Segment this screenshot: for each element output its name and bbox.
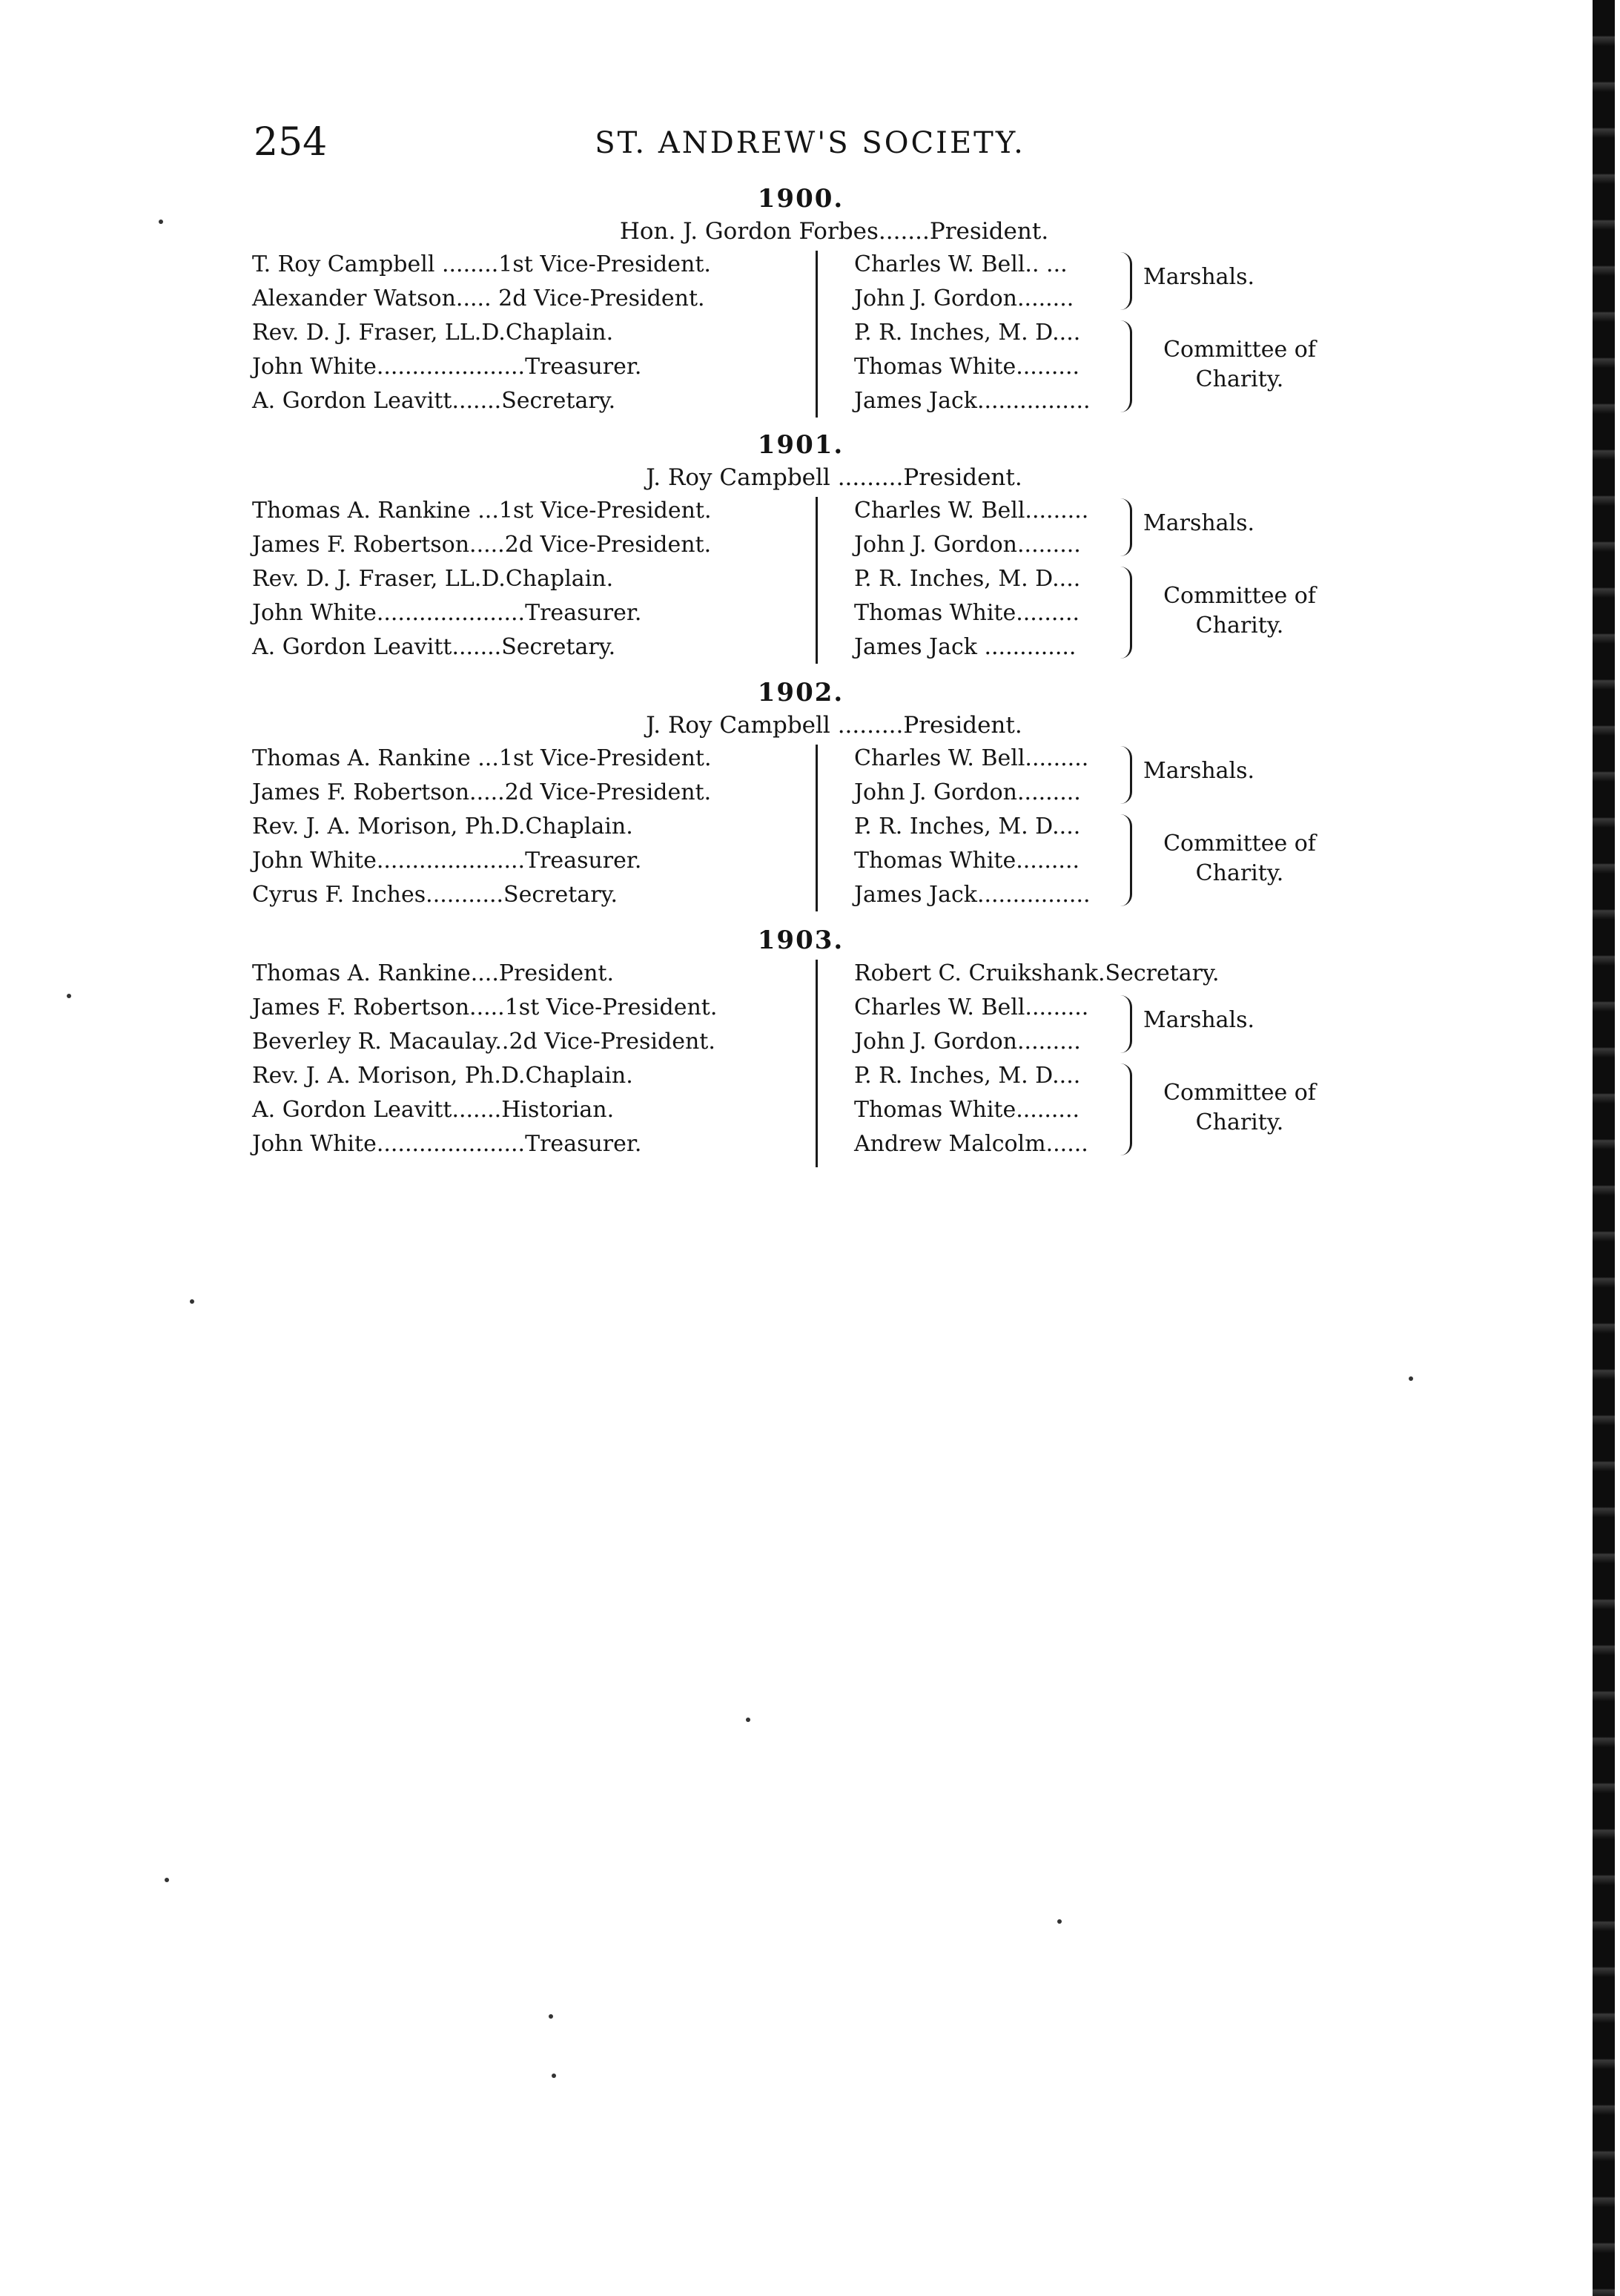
- officer-line: John White.....................Treasurer.: [252, 354, 642, 380]
- brace: [1120, 1063, 1132, 1155]
- left-column: [252, 494, 830, 664]
- committee-label-line: Committee of: [1163, 583, 1316, 609]
- left-column: [252, 742, 830, 912]
- committee-name: P. R. Inches, M. D....: [854, 814, 1081, 839]
- officer-line: Thomas A. Rankine ...1st Vice-President.: [252, 745, 712, 771]
- marshals-label: Marshals.: [1143, 264, 1255, 290]
- brace: [1120, 498, 1132, 556]
- page-number: 254: [254, 120, 328, 165]
- committee-name: Thomas White.........: [854, 1097, 1080, 1123]
- committee-name: P. R. Inches, M. D....: [854, 1063, 1081, 1089]
- brace: [1120, 814, 1132, 906]
- committee-name: James Jack .............: [854, 634, 1077, 660]
- committee-label-line: Committee of: [1163, 337, 1316, 363]
- column-divider: [816, 745, 818, 911]
- column-divider: [816, 497, 818, 664]
- committee-name: James Jack................: [854, 388, 1091, 414]
- right-column: [854, 957, 1316, 1161]
- marshals-label: Marshals.: [1143, 1007, 1255, 1033]
- scan-speck: [549, 2014, 553, 2019]
- brace: [1120, 746, 1132, 804]
- year-block: [252, 182, 1349, 422]
- president-line: J. Roy Campbell .........President.: [646, 464, 1022, 491]
- marshal-name: John J. Gordon........: [854, 286, 1074, 311]
- committee-name: Thomas White.........: [854, 354, 1080, 380]
- committee-label-line: Charity.: [1195, 860, 1284, 886]
- brace: [1120, 320, 1132, 412]
- right-column: [854, 494, 1316, 664]
- officer-line: James F. Robertson.....1st Vice-President.: [252, 994, 718, 1020]
- year-heading: 1902.: [757, 678, 844, 707]
- committee-label: [1143, 581, 1336, 641]
- officer-line: Rev. J. A. Morison, Ph.D.Chaplain.: [252, 1063, 633, 1089]
- brace: [1120, 567, 1132, 659]
- officer-line: Robert C. Cruikshank.Secretary.: [854, 960, 1220, 986]
- officer-line: Thomas A. Rankine ...1st Vice-President.: [252, 498, 712, 524]
- committee-group: [854, 562, 1316, 664]
- committee-label-line: Committee of: [1163, 831, 1316, 857]
- committee-name: P. R. Inches, M. D....: [854, 566, 1081, 592]
- left-column: [252, 957, 830, 1161]
- marshal-name: Charles W. Bell.........: [854, 994, 1089, 1020]
- scan-speck: [1057, 1919, 1062, 1924]
- marshals-group: [854, 742, 1255, 810]
- officer-line: A. Gordon Leavitt.......Secretary.: [252, 634, 616, 660]
- brace: [1120, 995, 1132, 1053]
- officer-line: James F. Robertson.....2d Vice-President.: [252, 779, 712, 805]
- marshal-name: John J. Gordon.........: [854, 532, 1081, 558]
- scan-speck: [552, 2074, 556, 2078]
- officer-line: A. Gordon Leavitt.......Historian.: [252, 1097, 615, 1123]
- officer-line: A. Gordon Leavitt.......Secretary.: [252, 388, 616, 414]
- year-block: [252, 924, 1349, 1172]
- scan-speck: [67, 994, 71, 998]
- right-column: [854, 248, 1316, 418]
- marshals-label: Marshals.: [1143, 758, 1255, 784]
- committee-name: P. R. Inches, M. D....: [854, 320, 1081, 346]
- left-column: [252, 248, 830, 418]
- marshal-name: John J. Gordon.........: [854, 779, 1081, 805]
- officer-line: John White.....................Treasurer.: [252, 600, 642, 626]
- committee-label: [1143, 1078, 1336, 1138]
- committee-group: [854, 1059, 1316, 1161]
- year-block: [252, 429, 1349, 668]
- officer-columns: [252, 742, 1349, 916]
- marshal-name: John J. Gordon.........: [854, 1029, 1081, 1055]
- officer-line: James F. Robertson.....2d Vice-President.: [252, 532, 712, 558]
- officer-line: T. Roy Campbell ........1st Vice-President.: [252, 251, 711, 277]
- marshal-name: Charles W. Bell.........: [854, 498, 1089, 524]
- year-heading: 1901.: [757, 430, 844, 460]
- officer-line: Cyrus F. Inches...........Secretary.: [252, 882, 618, 908]
- committee-name: Andrew Malcolm......: [854, 1131, 1088, 1157]
- officer-line: John White.....................Treasurer.: [252, 848, 642, 874]
- committee-label: [1143, 829, 1336, 888]
- scan-speck: [165, 1878, 169, 1882]
- officer-line: Rev. J. A. Morison, Ph.D.Chaplain.: [252, 814, 633, 839]
- column-divider: [816, 251, 818, 418]
- officer-line: Alexander Watson..... 2d Vice-President.: [252, 286, 705, 311]
- officer-columns: [252, 248, 1349, 422]
- officer-line: Rev. D. J. Fraser, LL.D.Chaplain.: [252, 320, 614, 346]
- brace: [1120, 252, 1132, 310]
- marshal-name: Charles W. Bell.........: [854, 745, 1089, 771]
- marshals-group: [854, 248, 1255, 316]
- committee-name: James Jack................: [854, 882, 1091, 908]
- scan-speck: [159, 220, 163, 224]
- committee-group: [854, 810, 1316, 912]
- year-block: [252, 676, 1349, 916]
- scan-speck: [746, 1718, 750, 1722]
- scan-speck: [190, 1299, 194, 1304]
- committee-label: [1143, 335, 1336, 395]
- marshals-group: [854, 991, 1255, 1059]
- committee-label-line: Charity.: [1195, 1109, 1284, 1135]
- page-edge-scan-border: [1593, 0, 1615, 2296]
- officer-columns: [252, 957, 1349, 1172]
- officer-columns: [252, 494, 1349, 668]
- marshals-group: [854, 494, 1255, 562]
- scan-speck: [1409, 1376, 1413, 1381]
- officer-line: John White.....................Treasurer.: [252, 1131, 642, 1157]
- president-line: Hon. J. Gordon Forbes.......President.: [619, 218, 1049, 245]
- president-line: J. Roy Campbell .........President.: [646, 712, 1022, 739]
- committee-label-line: Charity.: [1195, 366, 1284, 392]
- committee-label-line: Committee of: [1163, 1080, 1316, 1106]
- officer-line: Beverley R. Macaulay..2d Vice-President.: [252, 1029, 715, 1055]
- year-heading: 1903.: [757, 926, 844, 955]
- marshal-name: Charles W. Bell.. ...: [854, 251, 1068, 277]
- right-column: [854, 742, 1316, 912]
- year-heading: 1900.: [757, 184, 844, 214]
- committee-label-line: Charity.: [1195, 613, 1284, 639]
- officer-line: Thomas A. Rankine....President.: [252, 960, 615, 986]
- column-divider: [816, 960, 818, 1167]
- committee-name: Thomas White.........: [854, 600, 1080, 626]
- marshals-label: Marshals.: [1143, 510, 1255, 536]
- committee-group: [854, 316, 1316, 418]
- officer-line: Rev. D. J. Fraser, LL.D.Chaplain.: [252, 566, 614, 592]
- running-head: ST. ANDREW'S SOCIETY.: [595, 126, 1025, 160]
- committee-name: Thomas White.........: [854, 848, 1080, 874]
